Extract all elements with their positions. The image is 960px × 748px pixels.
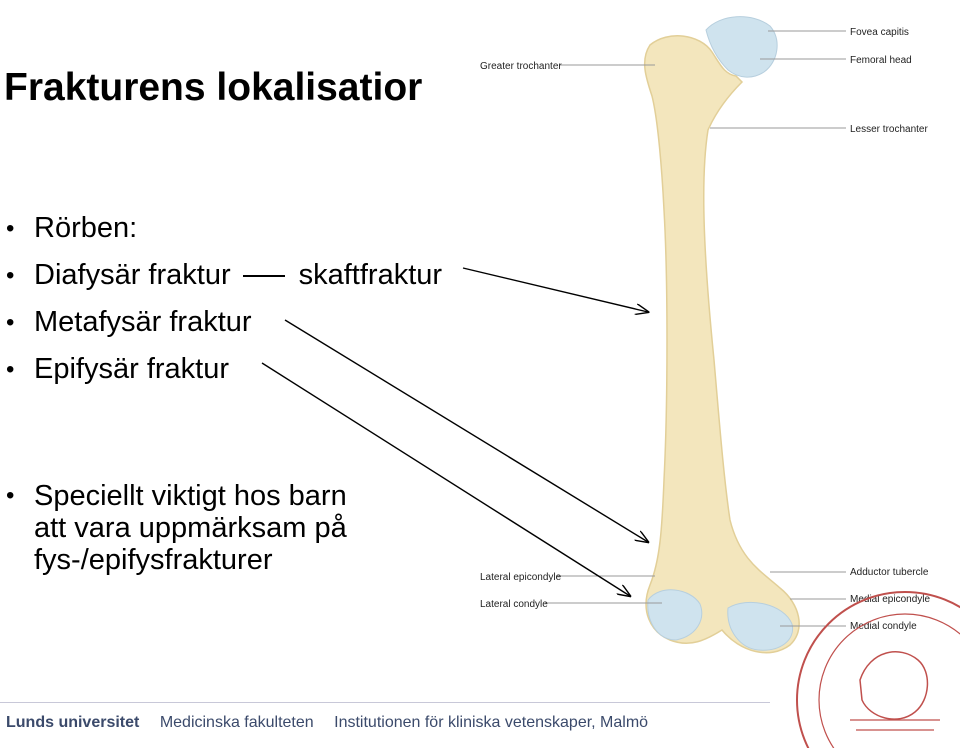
label-lateral-epicondyle: Lateral epicondyle xyxy=(480,572,562,583)
arrow-diaphysis xyxy=(463,268,648,312)
bullet-text: Metafysär fraktur xyxy=(34,306,252,338)
label-fovea-capitis: Fovea capitis xyxy=(850,27,909,38)
footer-faculty: Medicinska fakulteten xyxy=(159,714,314,731)
special-line: att vara uppmärksam på xyxy=(34,512,347,544)
label-medial-condyle: Medial condyle xyxy=(850,621,917,632)
label-greater-trochanter: Greater trochanter xyxy=(480,61,562,72)
footer-divider xyxy=(0,702,770,703)
footer-university: Lunds universitet xyxy=(6,714,140,731)
slide-title: Frakturens lokalisatior xyxy=(4,66,423,109)
label-medial-epicondyle: Medial epicondyle xyxy=(850,594,931,605)
footer-institution: Institutionen för kliniska vetenskaper, Malmö xyxy=(334,714,649,731)
arrow-epiphysis xyxy=(262,363,630,596)
bullet-text: Epifysär fraktur xyxy=(34,353,229,385)
label-femoral-head: Femoral head xyxy=(850,55,912,66)
university-seal xyxy=(797,592,960,748)
special-line: fys-/epifysfrakturer xyxy=(34,544,273,576)
bullet-text-secondary: skaftfraktur xyxy=(298,259,443,291)
arrow-metaphysis xyxy=(285,320,648,542)
bullet-text: Diafysär fraktur xyxy=(34,259,231,291)
label-lateral-condyle: Lateral condyle xyxy=(480,599,548,610)
footer xyxy=(6,714,648,732)
label-lesser-trochanter: Lesser trochanter xyxy=(850,124,928,135)
label-adductor-tubercle: Adductor tubercle xyxy=(850,567,929,578)
bullet-text: Rörben: xyxy=(34,212,138,244)
special-line: • Speciellt viktigt hos barn xyxy=(34,480,347,512)
